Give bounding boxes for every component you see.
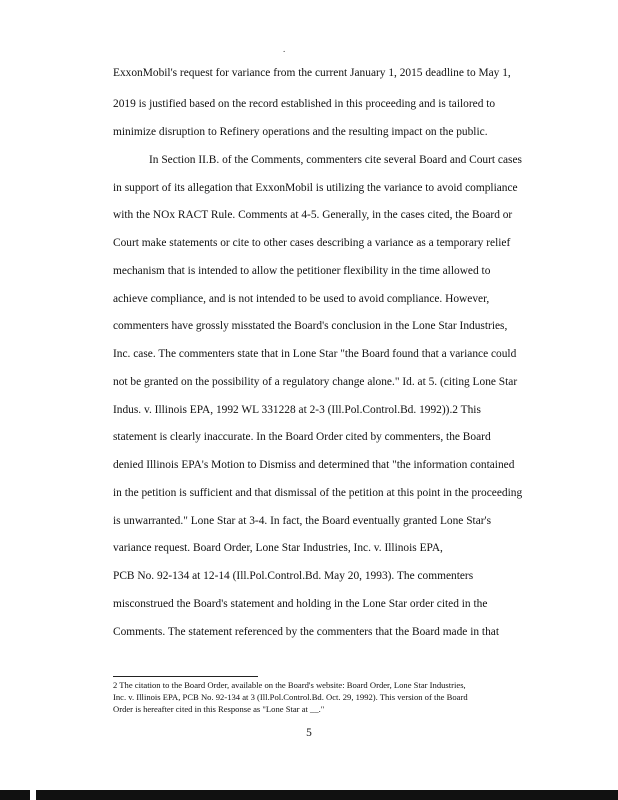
- footnote-separator: [113, 676, 258, 677]
- body-line: Inc. case. The commenters state that in Lone Star "the Board found that a variance could: [113, 348, 517, 360]
- body-line: not be granted on the possibility of a regulatory change alone." Id. at 5. (citing Lone Star: [113, 376, 518, 388]
- body-line: ExxonMobil's request for variance from the current January 1, 2015 deadline to May 1,: [113, 67, 511, 79]
- body-line: in support of its allegation that ExxonMobil is utilizing the variance to avoid compliance: [113, 182, 518, 194]
- body-line: denied Illinois EPA's Motion to Dismiss and determined that "the information contained: [113, 459, 515, 471]
- body-line: with the NOx RACT Rule. Comments at 4-5. Generally, in the cases cited, the Board or: [113, 209, 513, 221]
- scan-edge-gap: [30, 790, 36, 800]
- scan-edge-bar: [0, 790, 618, 800]
- body-line: In Section II.B. of the Comments, commenters cite several Board and Court cases: [149, 154, 522, 166]
- footnote-line: 2 The citation to the Board Order, available on the Board's website: Board Order, Lone Star Industries,: [113, 680, 466, 690]
- body-line: Court make statements or cite to other cases describing a variance as a temporary relief: [113, 237, 511, 249]
- body-line: variance request. Board Order, Lone Star Industries, Inc. v. Illinois EPA,: [113, 542, 443, 554]
- body-line: minimize disruption to Refinery operations and the resulting impact on the public.: [113, 126, 488, 138]
- body-line: in the petition is sufficient and that dismissal of the petition at this point in the proceeding: [113, 487, 523, 499]
- body-line: is unwarranted." Lone Star at 3-4. In fact, the Board eventually granted Lone Star's: [113, 515, 492, 527]
- body-line: Indus. v. Illinois EPA, 1992 WL 331228 at 2-3 (Ill.Pol.Control.Bd. 1992)).2 This: [113, 404, 481, 416]
- footnote-line: Inc. v. Illinois EPA, PCB No. 92-134 at 3 (Ill.Pol.Control.Bd. Oct. 29, 1992). This version of the Board: [113, 692, 468, 702]
- body-line: PCB No. 92-134 at 12-14 (Ill.Pol.Control.Bd. May 20, 1993). The commenters: [113, 570, 474, 582]
- body-line: achieve compliance, and is not intended to be used to avoid compliance. However,: [113, 293, 490, 305]
- body-line: statement is clearly inaccurate. In the Board Order cited by commenters, the Board: [113, 431, 491, 443]
- body-line: mechanism that is intended to allow the petitioner flexibility in the time allowed to: [113, 265, 491, 277]
- header-mark: .: [283, 44, 286, 54]
- footnote-line: Order is hereafter cited in this Response as "Lone Star at __.": [113, 704, 325, 714]
- body-line: commenters have grossly misstated the Board's conclusion in the Lone Star Industries,: [113, 320, 508, 332]
- body-line: misconstrued the Board's statement and holding in the Lone Star order cited in the: [113, 598, 488, 610]
- body-line: 2019 is justified based on the record established in this proceeding and is tailored to: [113, 98, 496, 110]
- page-number: 5: [306, 727, 312, 739]
- body-line: Comments. The statement referenced by the commenters that the Board made in that: [113, 626, 499, 638]
